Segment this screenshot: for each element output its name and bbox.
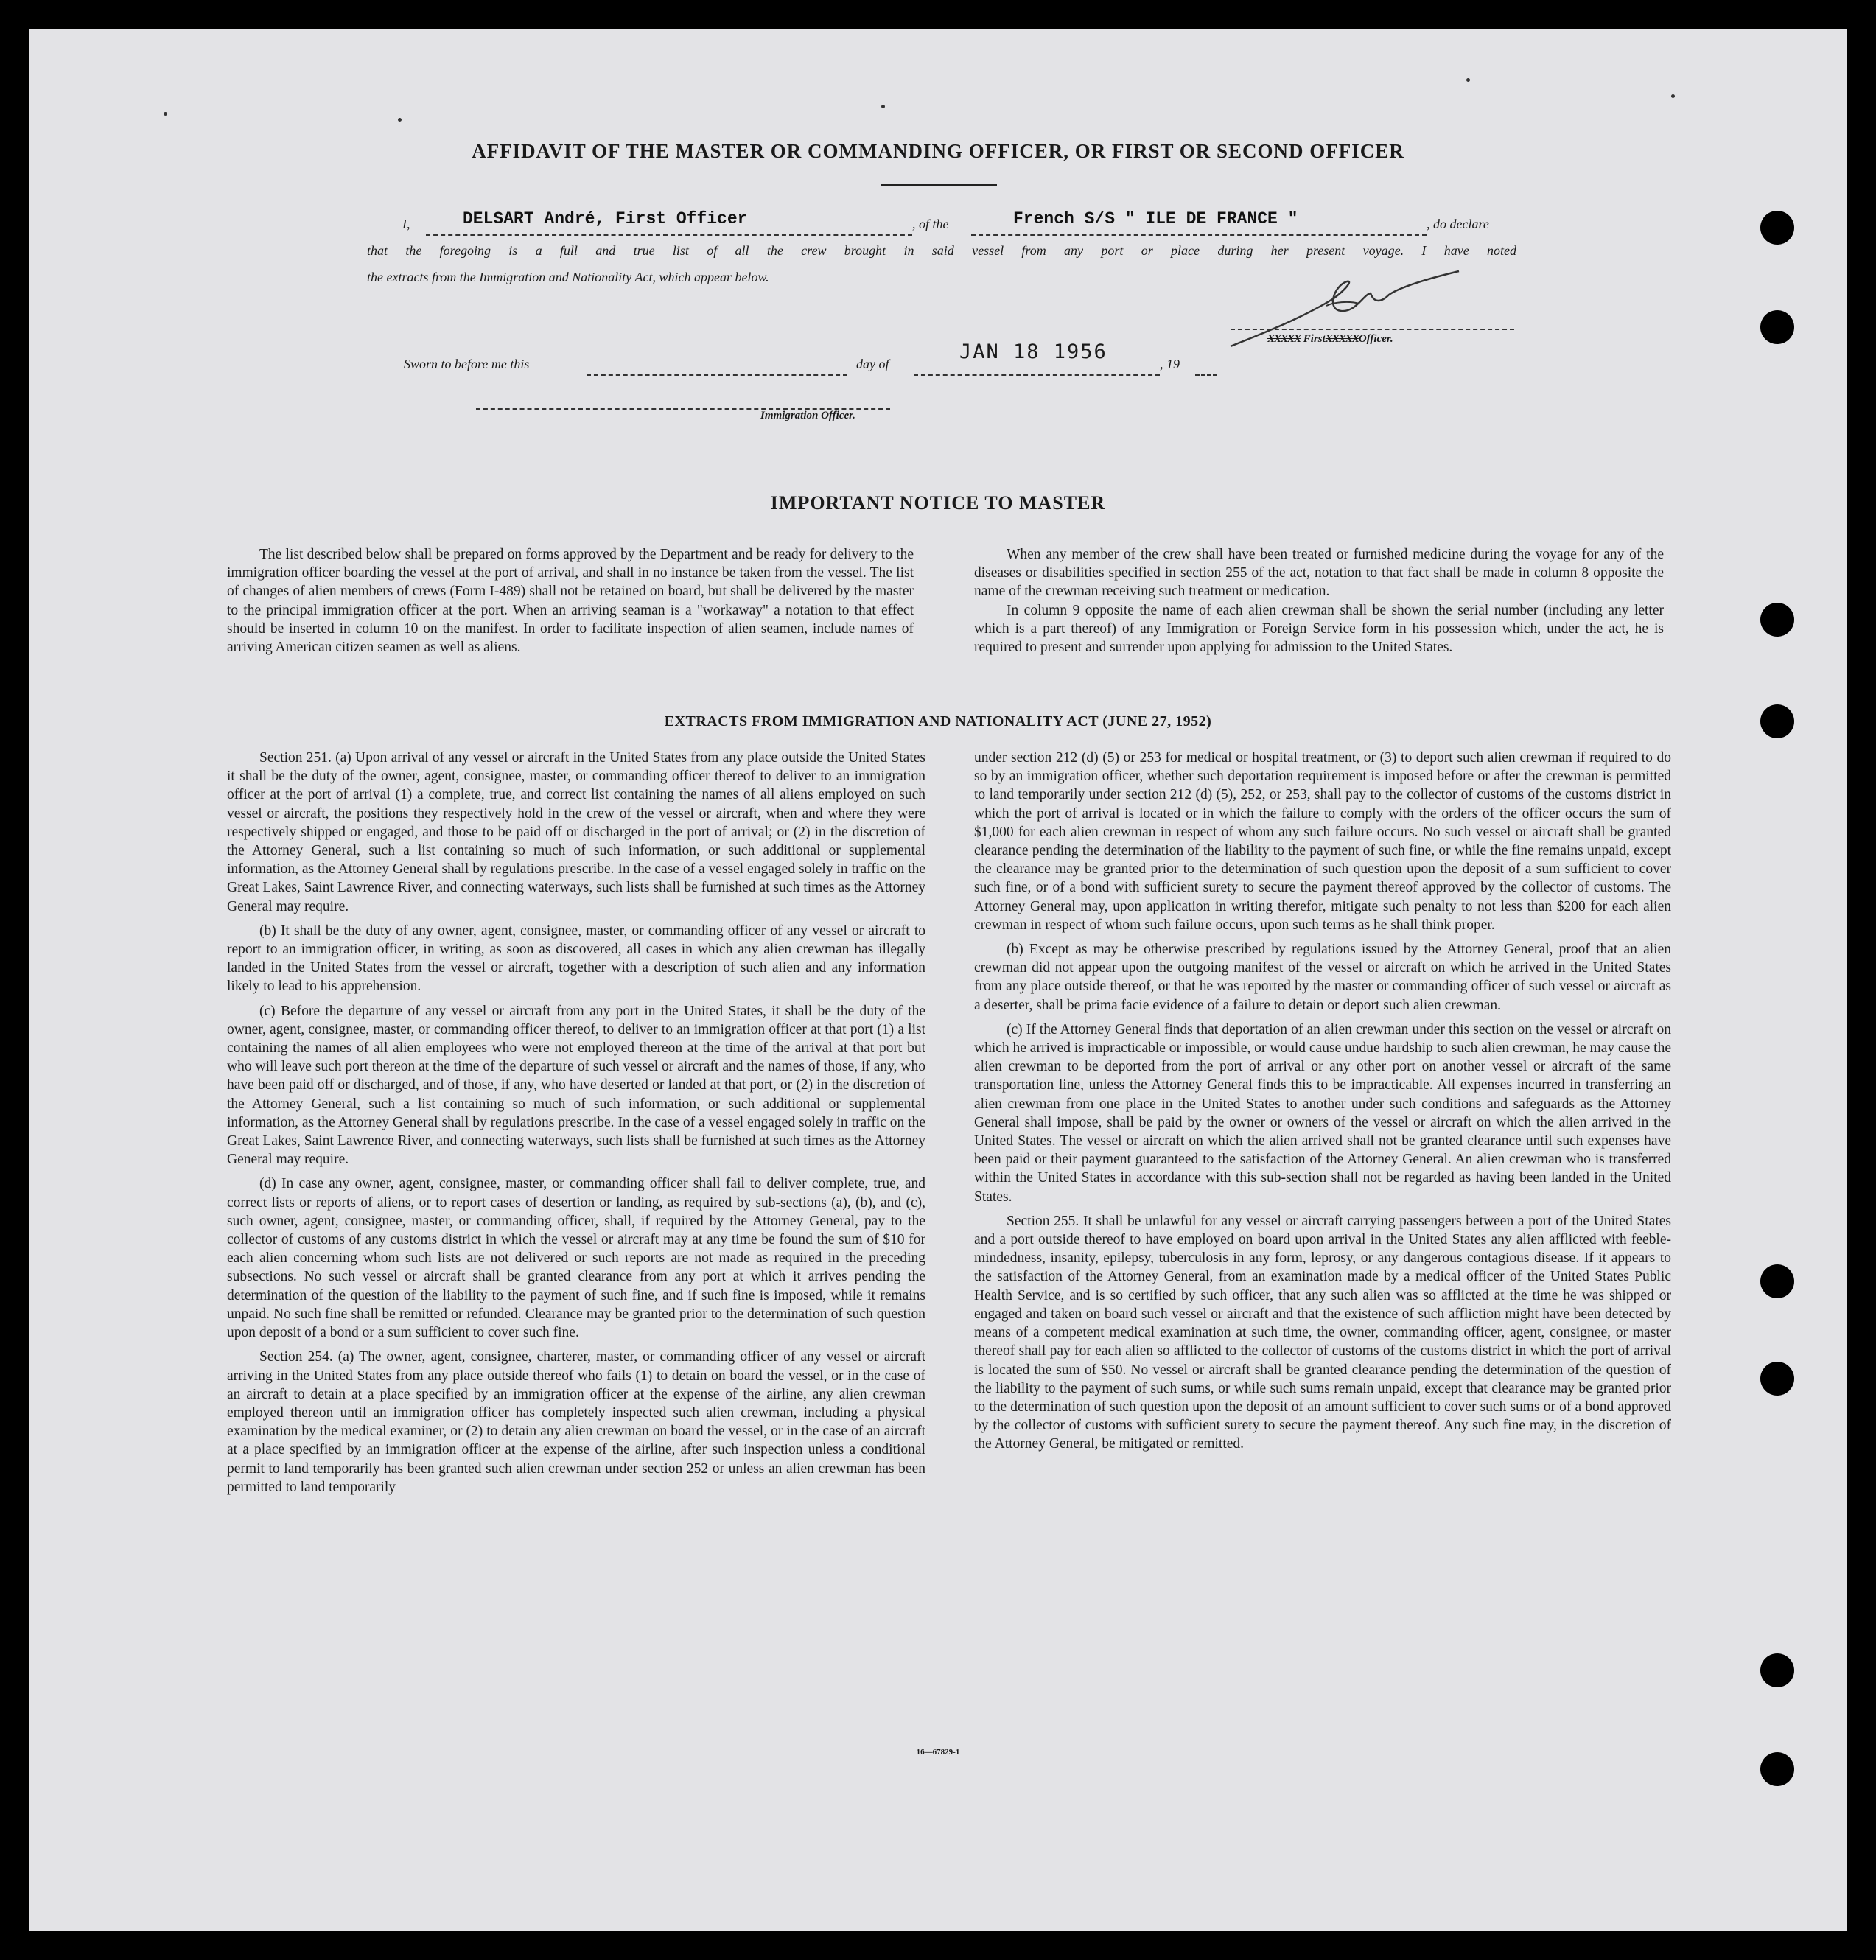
vessel-field-line <box>971 234 1427 236</box>
officer-name-field: DELSART André, First Officer <box>463 209 748 228</box>
dust-speck <box>164 112 167 116</box>
officer-word: Officer. <box>1358 333 1393 345</box>
section-251-b: (b) It shall be the duty of any owner, agent, consignee, master, or commanding officer of any vessel or aircraft to report to an immigration officer, in writing, as soon as discovered, all cases in which any alien crewman has illegally landed in the United States from the vessel or aircraft, together with a description of such alien and any information likely to lead to his apprehension. <box>227 923 925 995</box>
binder-hole <box>1760 603 1794 637</box>
dust-speck <box>881 105 885 108</box>
day-of-label: day of <box>856 357 889 371</box>
vessel-name-field: French S/S " ILE DE FRANCE " <box>1013 209 1298 228</box>
notice-right-column <box>974 545 1664 662</box>
sworn-label: Sworn to before me this <box>404 357 530 371</box>
section-251-c: (c) Before the departure of any vessel or aircraft from any port in the United States, it shall be the duty of the owner, agent, consignee, master, or commanding officer thereof, to deliver to an immigration officer at that port (1) a list containing the names of all alien employees who were not employed thereon at the time of the arrival at that port but who will leave such port thereon at the time of the departure of such vessel or aircraft and the names of those, if any, who have been paid off or discharged, and of those, if any, who have deserted or landed at that port, or (2) in the discretion of the Attorney General, such a list containing so much of such information, or such additional or supplemental information, as the Attorney General shall by regulations prescribe. In the case of a vessel engaged solely in traffic on the Great Lakes, Saint Lawrence River, and connecting waterways, such lists shall be furnished at such times as the Attorney General may require. <box>227 1003 925 1168</box>
section-255: Section 255. It shall be unlawful for any vessel or aircraft carrying passengers between a port of the United States and a port outside thereof to have employed on board upon arrival in the United States any alien afflicted with feeble-mindedness, insanity, epilepsy, tuberculosis in any form, leprosy, or any dangerous contagious disease. If it appears to the satisfaction of the Attorney General, from an examination made by a medical officer of the United States Public Health Service, and is so certified by such officer, that any such alien was so afflicted at the time he was shipped or engaged and taken on board such vessel or aircraft and that the existence of such affliction might have been detected by means of a competent medical examination at such time, the owner, commanding officer, agent, consignee, or master thereof shall pay for each alien so afflicted to the collector of customs of the customs district in which the port of arrival is located the sum of $50. No vessel or aircraft shall be granted clearance pending the determination of the question of the liability to the payment of such sums, or while such sums remain unpaid, except that clearance may be granted prior to the determination of such question upon the deposit of an amount sufficient to cover such sums or of a bond approved by the collector of customs with sufficient surety to secure the payment thereof. Any such fine may, in the discretion of the Attorney General, be mitigated or remitted. <box>974 1213 1671 1452</box>
binder-hole <box>1760 310 1794 344</box>
year-label: , 19 <box>1160 357 1180 371</box>
dust-speck <box>398 118 402 122</box>
immigration-officer-label: Immigration Officer. <box>760 410 855 421</box>
form-number: 16—67829-1 <box>916 1748 960 1757</box>
section-254-b: (b) Except as may be otherwise prescribed by regulations issued by the Attorney General, proof that an alien crewman did not appear upon the outgoing manifest of the vessel or aircraft on which he arrived in the United States from any place outside thereof, or that he was reported by the master or commanding officer of such vessel or aircraft as a deserter, shall be prima facie evidence of a failure to detain or deport such alien crewman. <box>974 942 1671 1013</box>
section-251-a: Section 251. (a) Upon arrival of any vessel or aircraft in the United States from any place outside the United States it shall be the duty of the owner, agent, consignee, master, or commanding officer thereof to deliver to an immigration officer at the port of arrival (1) a complete, true, and correct list containing the names of all aliens employed on such vessel or aircraft, the positions they respectively hold in the crew of the vessel or aircraft, when and where they were respectively shipped or engaged, and those to be paid off or discharged in the port of arrival; or (2) in the discretion of the Attorney General, such a list containing so much of such information, or such additional or supplemental information, as the Attorney General shall by regulations prescribe. In the case of a vessel engaged solely in traffic on the Great Lakes, Saint Lawrence River, and connecting waterways, such lists shall be furnished at such times as the Attorney General may require. <box>227 750 925 914</box>
signature-caption <box>1267 333 1393 346</box>
year-field-line <box>1195 374 1217 376</box>
binder-hole <box>1760 211 1794 245</box>
declare-label: , do declare <box>1427 217 1489 231</box>
struck-word: XXXXX <box>1267 333 1301 345</box>
notice-title: IMPORTANT NOTICE TO MASTER <box>770 492 1106 514</box>
extracts-title: EXTRACTS FROM IMMIGRATION AND NATIONALITY ACT (JUNE 27, 1952) <box>664 713 1212 729</box>
of-the-label: , of the <box>912 217 949 231</box>
signature-line <box>1231 329 1514 330</box>
binder-hole <box>1760 1653 1794 1687</box>
date-stamp: JAN 18 1956 <box>959 340 1107 363</box>
section-254-a: Section 254. (a) The owner, agent, consignee, charterer, master, or commanding officer of any vessel or aircraft arriving in the United States from any place outside thereof who fails (1) to detain on board the vessel, or in the case of an aircraft to detain at a place specified by an immigration officer at the expense of the airline, any alien crewman employed thereon until an immigration officer has completely inspected such alien crewman, including a physical examination by the medical examiner, or (2) to detain any alien crewman on board the vessel, or in the case of an aircraft at a place specified by an immigration officer at the expense of the airline, after such inspection unless a conditional permit to land temporarily has been granted such alien crewman under section 252 or unless an alien crewman has been permitted to land temporarily <box>227 1349 925 1495</box>
struck-word-2: XXXXX <box>1325 333 1359 345</box>
binder-hole <box>1760 1362 1794 1396</box>
notice-left-column <box>227 545 914 662</box>
section-251-d: (d) In case any owner, agent, consignee, master, or commanding officer shall fail to deliver complete, true, and correct lists or reports of aliens, or to report cases of desertion or landing, as required by sub-sections (a), (b), and (c), such owner, agent, consignee, master, or commanding officer, shall, if required by the Attorney General, pay to the collector of customs of any customs district in which the vessel or aircraft may at any time be found the sum of $10 for each alien concerning whom such lists are not delivered or such reports are not made as required in the preceding subsections. No such vessel or aircraft shall be granted clearance from any port at which it arrives pending the determination of the question of the liability to the payment of such fine, and if such fine is imposed, while it remains unpaid. No such fine shall be remitted or refunded. Clearance may be granted prior to the determination of such question upon deposit of a bond or a sum sufficient to cover such fine. <box>227 1176 925 1341</box>
notice-left-paragraph: The list described below shall be prepared on forms approved by the Department and be ready for delivery to the immigration officer boarding the vessel at the port of arrival, and shall in no instance be taken from the vessel. The list of changes of alien members of crews (Form I-489) shall not be retained on board, but shall be delivered by the master to the principal immigration officer at the port. When an arriving seaman is a "workaway" a notation to that effect should be inserted in column 10 on the manifest. In order to facilitate inspection of alien seamen, include names of arriving American citizen seamen as well as aliens. <box>227 547 914 656</box>
statement-line-1: that the foregoing is a full and true list of all the crew brought in said vessel from any port or place during her present voyage. I have noted <box>367 243 1516 258</box>
notice-right-paragraph-1: When any member of the crew shall have been treated or furnished medicine during the voyage for any of the diseases or disabilities specified in section 255 of the act, notation to that fact shall be made in column 8 opposite the name of the crewman receiving such treatment or medication. <box>974 547 1664 600</box>
notice-right-paragraph-2: In column 9 opposite the name of each alien crewman shall be shown the serial number (including any letter which is a part thereof) of any Immigration or Foreign Service form in his possession which, under the act, he is required to present and surrender upon applying for admission to the United States. <box>974 602 1664 656</box>
extracts-right-column <box>974 749 1671 1460</box>
date-field-line <box>914 374 1160 376</box>
statement-line-2: the extracts from the Immigration and Nationality Act, which appear below. <box>367 270 769 284</box>
binder-hole <box>1760 1264 1794 1298</box>
section-254-a-continued: under section 212 (d) (5) or 253 for medical or hospital treatment, or (3) to deport such alien crewman if required to do so by an immigration officer, whether such deportation requirement is imposed before or after the crewman is permitted to land temporarily under section 212 (d) (5), 252, or 253, shall pay to the collector of customs of the customs district in which the port of arrival is located or in which the failure to comply with the orders of the officer occurs the sum of $1,000 for each alien crewman in respect of whom any such failure occurs. No such vessel or aircraft shall be granted clearance pending the determination of the liability to the payment of such fine, or while the fine remains unpaid, except the clearance may be granted prior to the determination of such question upon the deposit of a sum sufficient to cover such fine, or of a bond with sufficient surety to secure the payment thereof approved by the collector of customs. The Attorney General may, upon application in writing therefor, mitigate such penalty to not less than $200 for each alien crewman in respect of whom such failure occurs, upon such terms as he shall think proper. <box>974 750 1671 933</box>
sworn-field-line <box>587 374 847 376</box>
title-rule <box>881 184 997 186</box>
name-field-line <box>426 234 912 236</box>
affidavit-title: AFFIDAVIT OF THE MASTER OR COMMANDING OFFICER, OR FIRST OR SECOND OFFICER <box>472 140 1404 162</box>
dust-speck <box>1466 78 1470 82</box>
section-254-c: (c) If the Attorney General finds that deportation of an alien crewman under this section on the vessel or aircraft on which he arrived is impracticable or impossible, or would cause undue hardship to such alien crewman, he may cause the alien crewman to be deported from the port of arrival or any other port on another vessel or aircraft of the same transportation line, unless the Attorney General finds this to be impracticable. All expenses incurred in transferring an alien crewman from one place in the United States to another under such conditions and safeguards as the Attorney General shall impose, shall be paid by the owner or owners of the vessel or aircraft on which the alien arrived in the United States. The vessel or aircraft on which the alien arrived shall not be granted clearance until such expenses have been paid or their payment guaranteed to the satisfaction of the Attorney General. An alien crewman who is transferred within the United States in accordance with this sub-section shall not be regarded as having been landed in the United States. <box>974 1021 1671 1205</box>
dust-speck <box>1671 94 1675 98</box>
first-word: First <box>1303 333 1326 345</box>
binder-hole <box>1760 1752 1794 1786</box>
extracts-left-column <box>227 749 925 1502</box>
i-label: I, <box>402 217 410 231</box>
